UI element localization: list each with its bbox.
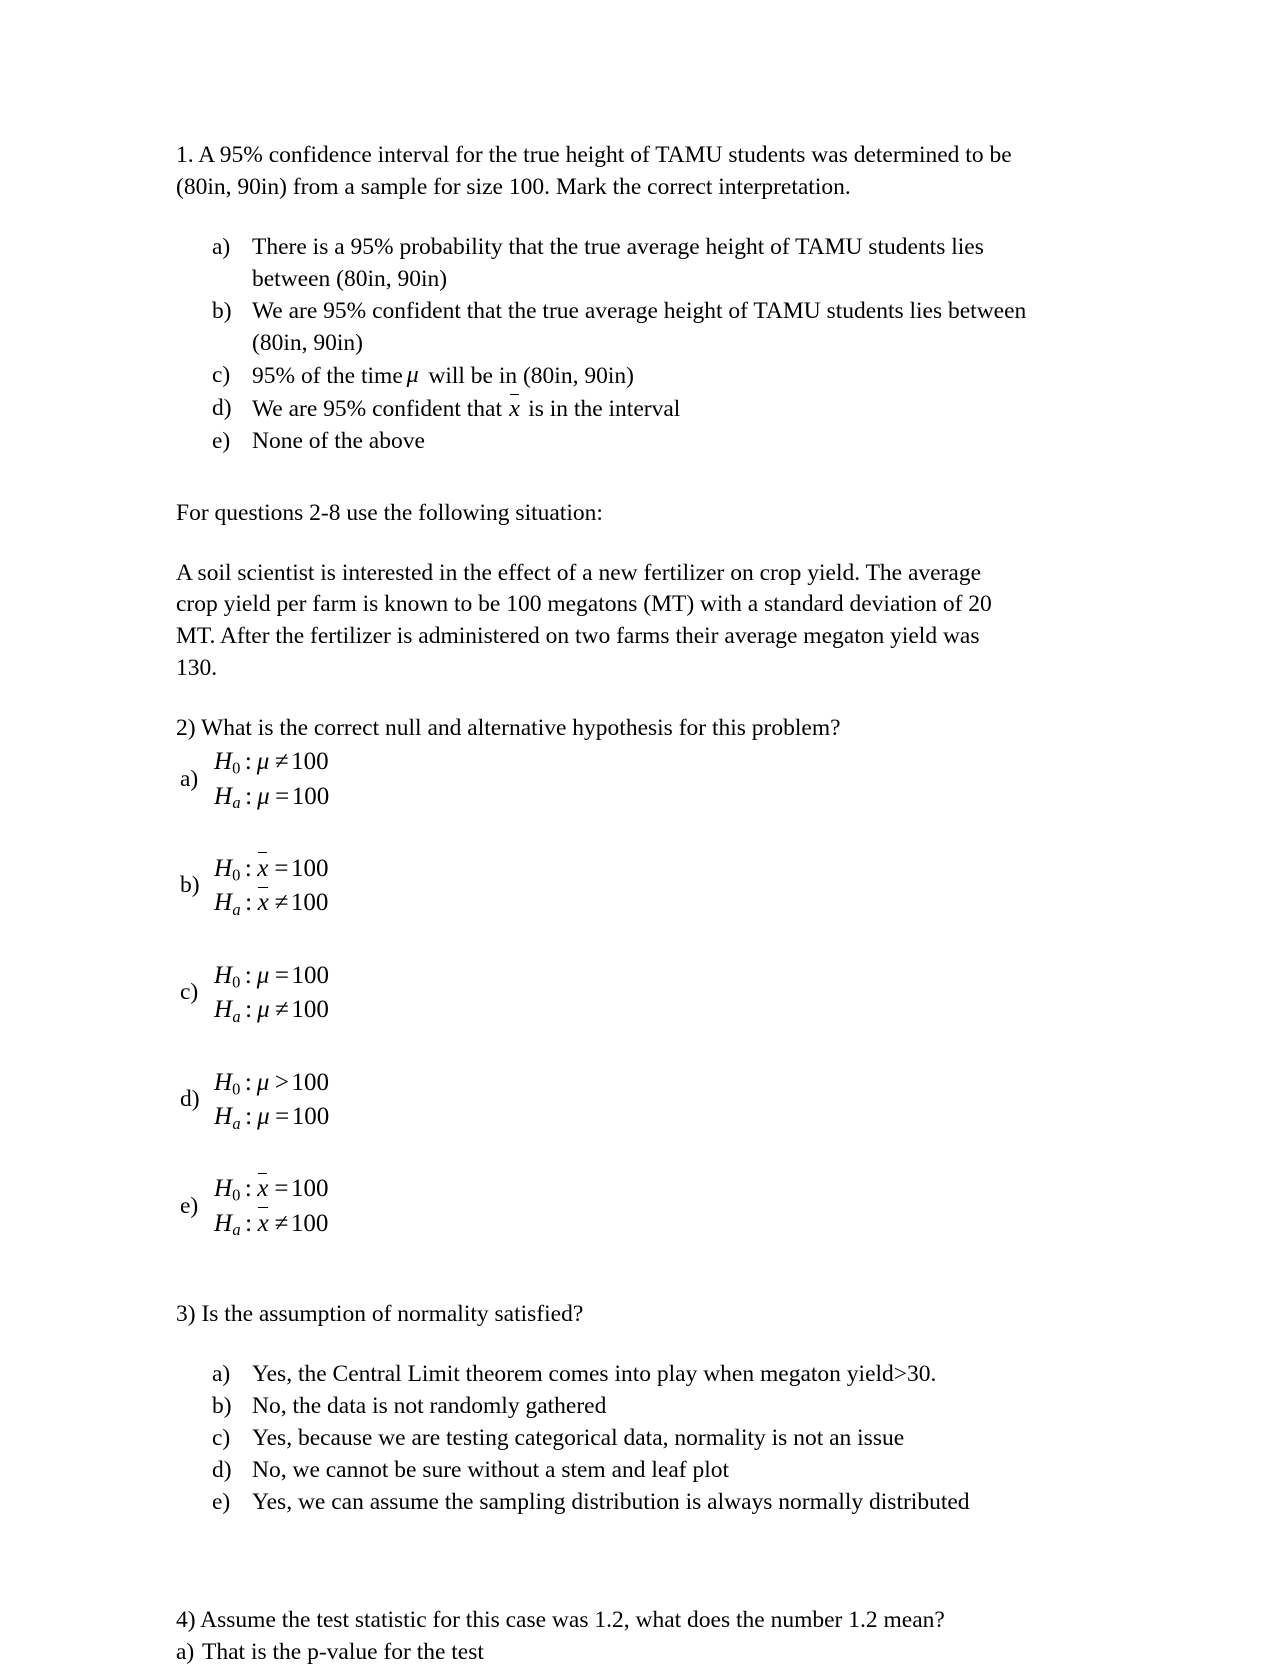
option-marker: b) [212, 1392, 232, 1419]
spacer [176, 814, 1104, 852]
option-text-pre: We are 95% confident that [252, 395, 502, 422]
option-marker: a) [176, 1638, 195, 1665]
parameter-symbol: μ [256, 1068, 270, 1096]
h-letter: H [214, 1068, 233, 1096]
option-label: No, we cannot be sure without a stem and leaf plot [252, 1456, 730, 1483]
option-text-post: is in the interval [528, 395, 681, 422]
hypothesis-value: 100 [291, 748, 329, 776]
question-3-option-a[interactable] [176, 1359, 1104, 1391]
option-label: Yes, because we are testing categorical data, normality is not an issue [252, 1424, 905, 1451]
parameter-symbol: μ [256, 961, 270, 989]
h-subscript: 0 [232, 758, 241, 778]
spacer [176, 458, 1104, 498]
option-marker: a) [212, 1361, 231, 1387]
x-bar-symbol: x [508, 393, 522, 426]
hypothesis-value: 100 [290, 889, 329, 917]
colon: : [244, 748, 252, 776]
scenario-paragraph [176, 558, 1104, 686]
option-marker: e) [212, 1488, 231, 1515]
option-label: There is a 95% probability that the true average height of TAMU students lies between (80in, 90in) [252, 233, 984, 292]
option-marker: b) [180, 872, 200, 899]
question-2-block [176, 713, 1104, 1241]
h-letter: H [214, 961, 233, 989]
option-label: Yes, the Central Limit theorem comes into play when megaton yield>30. [252, 1361, 937, 1387]
scenario-line-3: MT. After the fertilizer is administered on two farms their average megaton yield was [176, 623, 980, 650]
scenario-line-4: 130. [176, 655, 218, 682]
scenario-line-2: crop yield per farm is known to be 100 megatons (MT) with a standard deviation of 20 [176, 591, 992, 618]
hypothesis-pair [214, 1066, 329, 1135]
spacer [176, 1028, 1104, 1066]
question-4-block [176, 1605, 1104, 1669]
question-3-option-e[interactable] [176, 1487, 1104, 1519]
h-letter: H [214, 1175, 233, 1203]
question-1-option-d[interactable] [176, 393, 1104, 426]
option-label: That is the p-value for the test [202, 1638, 484, 1665]
option-label: No, the data is not randomly gathered [252, 1392, 607, 1419]
option-label: Yes, we can assume the sampling distribution is always normally distributed [252, 1488, 970, 1515]
option-marker: a) [180, 765, 199, 792]
hypothesis-pair [214, 959, 329, 1028]
question-3-block [176, 1299, 1104, 1519]
option-marker: d) [180, 1085, 200, 1112]
h-letter: H [214, 996, 233, 1024]
option-marker: c) [180, 979, 199, 1006]
hypothesis-pair [214, 1172, 328, 1241]
spacer [176, 1577, 1104, 1605]
null-hypothesis [214, 852, 328, 886]
option-label: None of the above [252, 427, 425, 454]
x-bar-symbol: x [257, 1207, 269, 1240]
option-marker: c) [212, 361, 231, 388]
parameter-symbol: μ [256, 748, 270, 776]
question-2-option-c[interactable] [176, 959, 1104, 1028]
spacer [176, 1134, 1104, 1172]
x-bar-symbol: x [257, 852, 269, 885]
question-2-stem: 2) What is the correct null and alternative hypothesis for this problem? [176, 715, 841, 742]
option-marker: e) [180, 1192, 199, 1219]
scenario-line-1: A soil scientist is interested in the effect of a new fertilizer on crop yield. The average [176, 559, 982, 586]
relation-operator: = [274, 961, 289, 989]
h-subscript: 0 [232, 865, 241, 885]
spacer [176, 1331, 1104, 1359]
alternative-hypothesis [214, 1100, 329, 1134]
option-label [252, 393, 1042, 426]
spacer [176, 530, 1104, 558]
alternative-hypothesis [214, 993, 329, 1027]
question-3-stem: 3) Is the assumption of normality satisfied? [176, 1301, 584, 1328]
question-1-option-list [176, 232, 1104, 458]
hypothesis-pair [214, 745, 329, 814]
option-marker: b) [212, 297, 232, 324]
spacer [176, 1241, 1104, 1299]
relation-operator: ≠ [274, 889, 289, 917]
colon: : [245, 1102, 253, 1130]
relation-operator: ≠ [274, 748, 289, 776]
relation-operator: > [274, 1068, 289, 1096]
null-hypothesis [214, 1066, 329, 1100]
hypothesis-pair [214, 852, 328, 921]
option-text-post: will be in (80in, 90in) [428, 362, 634, 389]
h-subscript: 0 [232, 972, 241, 992]
hypothesis-value: 100 [291, 961, 329, 989]
null-hypothesis [214, 959, 329, 993]
questions-2-8-instruction: For questions 2-8 use the following situation: [176, 499, 603, 526]
document-body [176, 140, 1104, 1669]
question-4-stem: 4) Assume the test statistic for this case was 1.2, what does the number 1.2 mean? [176, 1606, 945, 1633]
hypothesis-value: 100 [291, 1068, 329, 1096]
question-1-option-e[interactable] [176, 426, 1104, 458]
question-3-option-list [176, 1359, 1104, 1519]
null-hypothesis [214, 745, 329, 779]
spacer [176, 1519, 1104, 1577]
question-2-option-b[interactable] [176, 852, 1104, 921]
option-marker: e) [212, 427, 231, 454]
h-subscript: a [232, 1113, 241, 1133]
option-text-pre: 95% of the time [252, 362, 403, 389]
hypothesis-value: 100 [290, 855, 329, 883]
spacer [176, 921, 1104, 959]
relation-operator: ≠ [274, 1209, 289, 1237]
colon: : [244, 1175, 252, 1203]
question-3-option-c[interactable] [176, 1423, 1104, 1455]
h-subscript: 0 [232, 1185, 241, 1205]
question-3-option-d[interactable] [176, 1455, 1104, 1487]
question-3-option-b[interactable] [176, 1391, 1104, 1423]
hypothesis-value: 100 [290, 1175, 329, 1203]
hypothesis-value: 100 [290, 1209, 329, 1237]
h-subscript: a [232, 1006, 241, 1026]
question-2-option-d[interactable] [176, 1066, 1104, 1135]
relation-operator: = [274, 855, 289, 883]
h-subscript: a [232, 900, 241, 920]
h-letter: H [214, 889, 233, 917]
h-letter: H [214, 1102, 233, 1130]
h-letter: H [214, 1209, 233, 1237]
parameter-symbol: μ [257, 782, 270, 810]
h-letter: H [214, 782, 233, 810]
relation-operator: ≠ [275, 996, 289, 1024]
relation-operator: = [275, 1102, 290, 1130]
question-4-option-a[interactable] [176, 1637, 1104, 1669]
alternative-hypothesis [214, 780, 329, 814]
alternative-hypothesis [214, 1207, 328, 1241]
h-subscript: a [232, 1220, 241, 1240]
colon: : [245, 996, 253, 1024]
option-marker: d) [212, 1456, 232, 1483]
option-marker: d) [212, 394, 232, 421]
question-1-option-b[interactable] [176, 296, 1104, 360]
question-1-option-c[interactable] [176, 360, 1104, 393]
null-hypothesis [214, 1172, 328, 1206]
spacer [176, 204, 1104, 232]
mu-symbol: μ [406, 361, 419, 388]
x-bar-symbol: x [257, 886, 269, 919]
option-marker: c) [212, 1424, 231, 1451]
colon: : [244, 961, 252, 989]
colon: : [244, 855, 252, 883]
parameter-symbol: μ [257, 996, 270, 1024]
colon: : [245, 889, 253, 917]
hypothesis-value: 100 [291, 996, 329, 1024]
colon: : [245, 1209, 253, 1237]
spacer [176, 685, 1104, 713]
relation-operator: = [274, 1175, 289, 1203]
h-subscript: 0 [232, 1079, 241, 1099]
question-1-stem-line-2: (80in, 90in) from a sample for size 100. Mark the correct interpretation. [176, 173, 851, 200]
h-subscript: a [232, 793, 241, 813]
question-1-block [176, 140, 1104, 458]
question-2-option-e[interactable] [176, 1172, 1104, 1241]
alternative-hypothesis [214, 886, 328, 920]
hypothesis-value: 100 [291, 1102, 330, 1130]
question-2-option-a[interactable] [176, 745, 1104, 814]
question-1-stem-line-1: 1. A 95% confidence interval for the true height of TAMU students was determined to be [176, 142, 1012, 168]
h-letter: H [214, 855, 233, 883]
relation-operator: = [275, 782, 290, 810]
option-marker: a) [212, 233, 231, 260]
h-letter: H [214, 748, 233, 776]
hypothesis-value: 100 [291, 782, 330, 810]
colon: : [244, 1068, 252, 1096]
option-label: We are 95% confident that the true average height of TAMU students lies between (80in, 90in) [252, 297, 1027, 356]
x-bar-symbol: x [257, 1172, 269, 1205]
option-label [252, 360, 1042, 393]
parameter-symbol: μ [257, 1102, 270, 1130]
question-1-option-a[interactable] [176, 232, 1104, 296]
colon: : [245, 782, 253, 810]
